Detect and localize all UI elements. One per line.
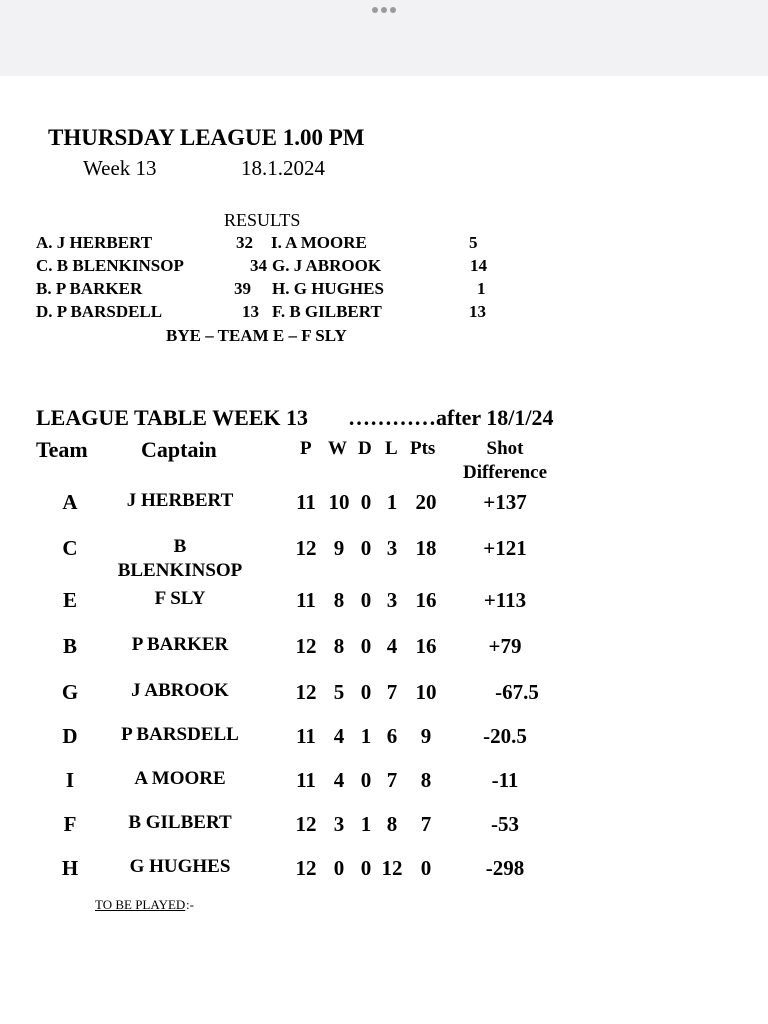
result-away-team: F. B GILBERT xyxy=(272,302,382,321)
col-p: P xyxy=(300,438,312,459)
lost: 4 xyxy=(386,634,398,658)
results-heading: RESULTS xyxy=(224,210,301,230)
result-away-score: 14 xyxy=(470,256,487,275)
drawn: 0 xyxy=(360,588,372,612)
result-away-team: G. J ABROOK xyxy=(272,256,382,275)
won: 3 xyxy=(333,812,345,836)
col-shot-difference: Difference xyxy=(462,462,548,483)
points: 10 xyxy=(415,680,437,704)
played: 12 xyxy=(295,634,317,658)
played: 11 xyxy=(296,724,316,748)
lost: 1 xyxy=(386,490,398,514)
dot xyxy=(372,7,378,13)
result-home-team: D. P BARSDELL xyxy=(36,302,163,321)
played: 11 xyxy=(296,768,316,792)
captain-name: J HERBERT xyxy=(126,490,234,511)
won: 4 xyxy=(333,768,345,792)
col-d: D xyxy=(358,438,372,459)
result-home-score: 34 xyxy=(250,256,267,275)
dot xyxy=(381,7,387,13)
result-home-score: 13 xyxy=(242,302,259,321)
points: 16 xyxy=(415,588,437,612)
points: 9 xyxy=(420,724,432,748)
captain-name: A MOORE xyxy=(134,768,226,789)
col-pts: Pts xyxy=(410,438,436,459)
captain-name-line2: BLENKINSOP xyxy=(117,560,243,581)
team-letter: C xyxy=(62,536,78,560)
shot-difference: +113 xyxy=(483,588,527,612)
shot-difference: -20.5 xyxy=(483,724,527,748)
col-team: Team xyxy=(36,437,88,462)
lost: 7 xyxy=(386,768,398,792)
table-heading: LEAGUE TABLE WEEK 13 xyxy=(36,405,309,430)
played: 12 xyxy=(295,856,317,880)
col-shot: Shot xyxy=(486,438,524,459)
captain-name: P BARSDELL xyxy=(121,724,239,745)
drawn: 1 xyxy=(360,812,372,836)
drawn: 0 xyxy=(360,490,372,514)
to-be-played-label: TO BE PLAYED xyxy=(95,897,186,912)
lost: 12 xyxy=(381,856,403,880)
points: 16 xyxy=(415,634,437,658)
team-letter: F xyxy=(63,812,77,836)
played: 11 xyxy=(296,490,316,514)
drawn: 0 xyxy=(360,634,372,658)
ellipsis-icon[interactable] xyxy=(372,6,396,14)
team-letter: I xyxy=(65,768,75,792)
drawn: 0 xyxy=(360,536,372,560)
result-away-team: H. G HUGHES xyxy=(272,279,384,298)
played: 12 xyxy=(295,812,317,836)
team-letter: D xyxy=(62,724,78,748)
won: 5 xyxy=(333,680,345,704)
points: 18 xyxy=(415,536,437,560)
col-captain: Captain xyxy=(141,437,217,462)
won: 10 xyxy=(328,490,350,514)
lost: 8 xyxy=(386,812,398,836)
team-letter: A xyxy=(62,490,78,514)
result-home-team: A. J HERBERT xyxy=(36,233,153,252)
points: 8 xyxy=(420,768,432,792)
drawn: 0 xyxy=(360,768,372,792)
shot-difference: +137 xyxy=(483,490,527,514)
result-home-team: B. P BARKER xyxy=(36,279,143,298)
team-letter: H xyxy=(61,856,79,880)
captain-name: B GILBERT xyxy=(128,812,232,833)
viewer-toolbar xyxy=(0,0,768,76)
team-letter: B xyxy=(62,634,77,658)
captain-name: J ABROOK xyxy=(131,680,229,701)
shot-difference: -53 xyxy=(491,812,519,836)
won: 4 xyxy=(333,724,345,748)
captain-name: P BARKER xyxy=(131,634,229,655)
drawn: 0 xyxy=(360,680,372,704)
date-label: 18.1.2024 xyxy=(241,156,325,180)
document-title: THURSDAY LEAGUE 1.00 PM xyxy=(48,125,365,150)
result-home-score: 32 xyxy=(236,233,253,252)
dot xyxy=(390,7,396,13)
result-away-score: 1 xyxy=(477,279,486,298)
result-away-score: 5 xyxy=(469,233,478,252)
shot-difference: +121 xyxy=(483,536,527,560)
shot-difference: -11 xyxy=(491,768,519,792)
week-label: Week 13 xyxy=(83,156,157,180)
won: 8 xyxy=(333,588,345,612)
table-heading-suffix: …………after 18/1/24 xyxy=(348,405,554,430)
col-l: L xyxy=(385,438,398,459)
points: 7 xyxy=(420,812,432,836)
captain-name: B xyxy=(173,536,187,557)
shot-difference: +79 xyxy=(488,634,522,658)
team-letter: G xyxy=(61,680,79,704)
lost: 3 xyxy=(386,536,398,560)
drawn: 0 xyxy=(360,856,372,880)
result-home-score: 39 xyxy=(234,279,251,298)
played: 12 xyxy=(295,536,317,560)
to-be-played-suffix: :- xyxy=(186,897,194,912)
lost: 7 xyxy=(386,680,398,704)
shot-difference: -67.5 xyxy=(495,680,539,704)
lost: 6 xyxy=(386,724,398,748)
bye-note: BYE – TEAM E – F SLY xyxy=(166,326,347,345)
team-letter: E xyxy=(62,588,77,612)
points: 20 xyxy=(415,490,437,514)
won: 8 xyxy=(333,634,345,658)
won: 9 xyxy=(333,536,345,560)
points: 0 xyxy=(420,856,432,880)
lost: 3 xyxy=(386,588,398,612)
result-away-team: I. A MOORE xyxy=(271,233,367,252)
played: 11 xyxy=(296,588,316,612)
result-home-team: C. B BLENKINSOP xyxy=(36,256,184,275)
shot-difference: -298 xyxy=(485,856,525,880)
won: 0 xyxy=(333,856,345,880)
result-away-score: 13 xyxy=(469,302,486,321)
captain-name: G HUGHES xyxy=(129,856,231,877)
col-w: W xyxy=(328,438,347,459)
played: 12 xyxy=(295,680,317,704)
captain-name: F SLY xyxy=(154,588,206,609)
drawn: 1 xyxy=(360,724,372,748)
